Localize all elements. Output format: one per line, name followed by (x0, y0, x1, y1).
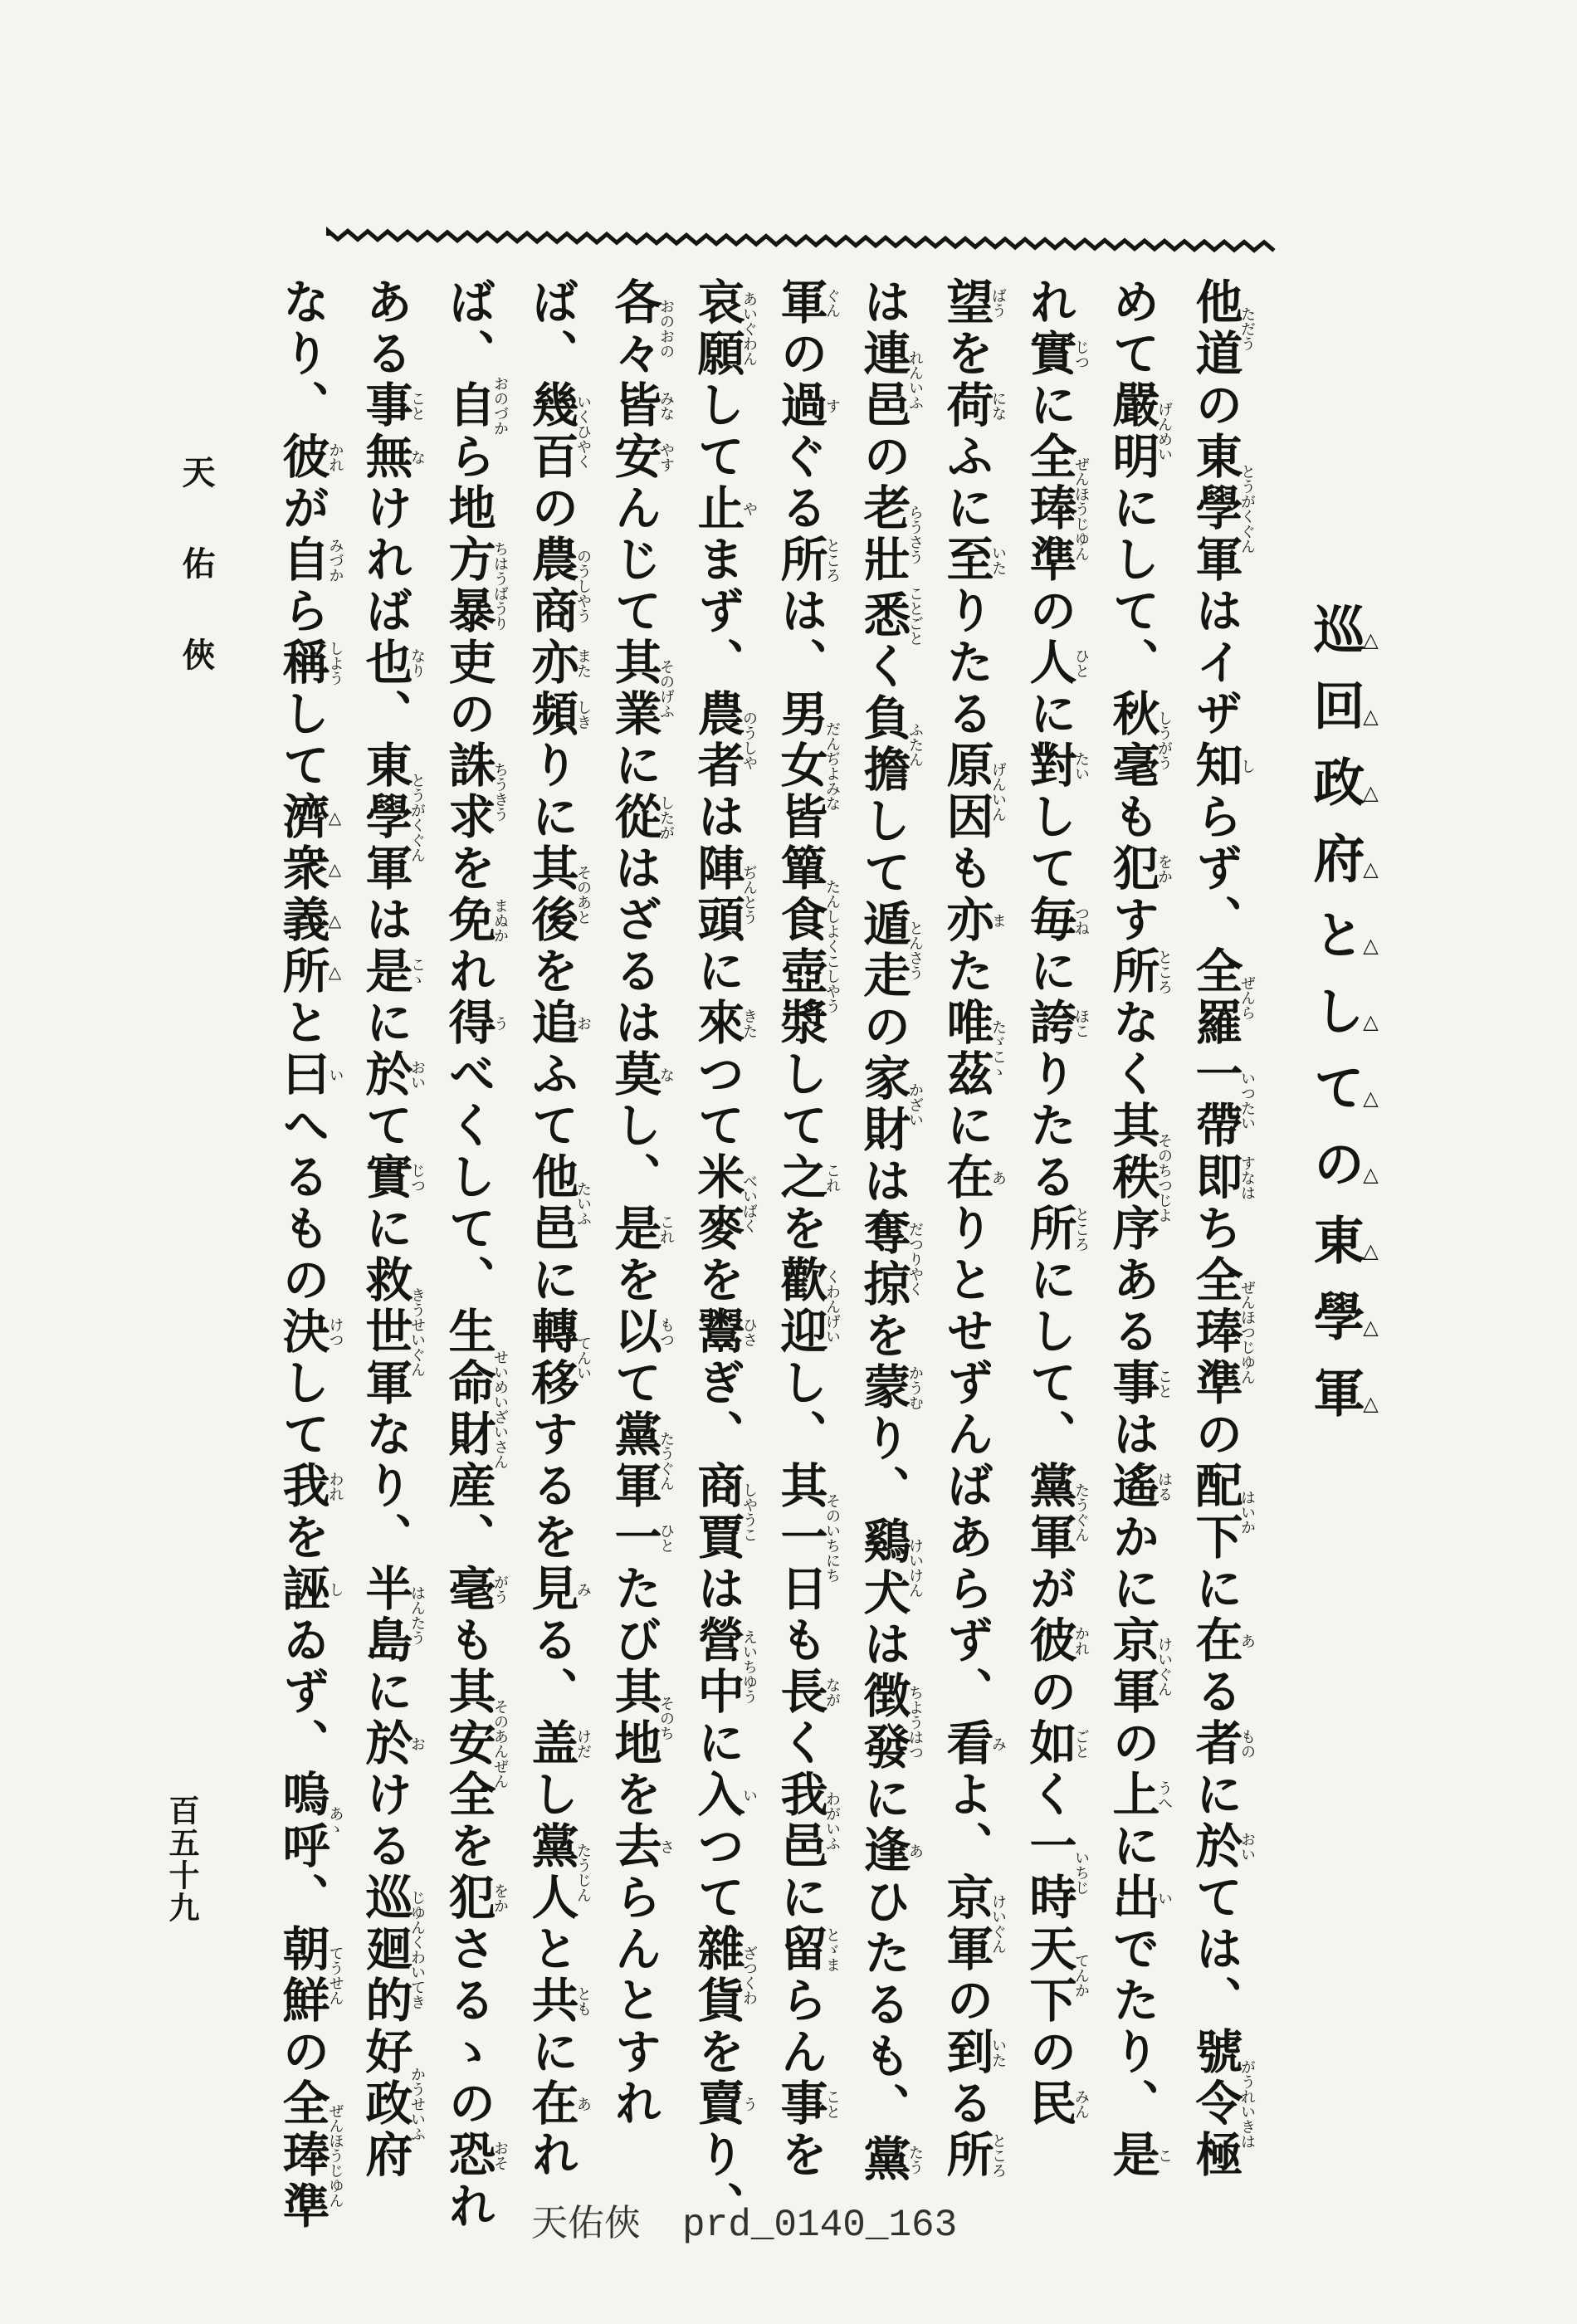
chapter-title: 巡△回△政△府△と△し△て△の△東△學△軍△ (1305, 603, 1383, 1443)
text-column-3: れ實じつに全琫準ぜんほうじゆんの人ひとに對たいして毎つねに誇ほこりたる所ところにして、黨軍たうぐんが彼かれの如ごとく一時いちじ天下てんかの民みん (1022, 277, 1090, 2130)
footer-book-title: 天佑俠 (531, 2202, 641, 2244)
text-column-9: ば、幾百いくひやくの農商のうしやう亦また頻しきりに其後そのあとを追おふて他邑たいふに轉移てんいするを見みる、盖けだし黨人たうじんと共ともに在あれ (524, 277, 592, 2181)
page-number: 百五十九 (164, 1794, 200, 1924)
text-column-10: ば、自おのづから地方暴吏ちはうばうりの誅求ちうきうを免まぬかれ得うべくして、生命財産せいめいざいさん、毫がうも其安全そのあんぜんを犯をかさるゝの恐おそれ (441, 277, 509, 2233)
text-column-7: 哀願あいぐわんして止やまず、農者のうしやは陣頭ぢんとうに來きたつて米麥べいばくを鬻ひさぎ、商賈しやうこは營中えいちゆうに入いつて雜貨ざつくわを賣うり、 (690, 277, 758, 2233)
text-column-5: は連邑れんいふの老壯らうさう悉ことごとく負擔ふたんして遁走とんさうの家財かざいは奪掠だつりやくを蒙かうむり、鷄犬けいけんは徴發ちようはつに逢あひたるも、黨たう (856, 277, 924, 2185)
text-column-6: 軍ぐんの過すぐる所ところは、男女皆だんぢよみな簞食壺漿たんしよくこしやうして之これを歡迎くわんげいし、其一日そのいちにちも長ながく我邑わがいふに留とゞまらん事ことを (773, 277, 841, 2181)
footer-scan-id: prd_0140_163 (682, 2204, 958, 2247)
text-column-8: 各々おのおの皆みな安やすんじて其業そのげふに從したがはざるは莫なし、是これを以もつて黨軍たうぐん一ひとたび其地そのちを去さらんとすれ (607, 277, 675, 2130)
body-text (222, 277, 1257, 2269)
margin-book-title: 天佑俠 (177, 455, 216, 729)
text-column-1: 他道ただうの東學軍とうがくぐんはイザ知しらず、全羅ぜんら一帶いつたい即すなはち全琫準ぜんほつじゆんの配下はいかに在ある者ものに於おいては、號令極がうれいきは (1188, 277, 1256, 2181)
text-column-2: めて嚴明げんめいにして、秋毫しうがうも犯をかす所ところなく其秩序そのちつじよある事ことは遙はるかに京軍けいぐんの上うへに出いでたり、是こ (1105, 277, 1173, 2181)
text-column-12: なり、彼かれが自みづから稱しようして濟△衆△義△所△と曰いへるもの決けつして我われを誣しゐず、嗚呼あゝ、朝鮮てうせんの全琫準ぜんほうじゆん (275, 277, 345, 2233)
text-column-4: 望ばうを荷になふに至いたりたる原因げんいんも亦また唯茲たゞこゝに在ありとせずんばあらず、看みよ、京軍けいぐんの到いたる所ところ (939, 277, 1007, 2181)
footer-caption (531, 2193, 957, 2247)
text-column-11: ある事こと無なければ也なり、東學軍とうがくぐんは是こゝに於おいて實じつに救世軍きうせいぐんなり、半島はんたうに於おける巡廻的じゆんくわいてき好政府かうせいふ (358, 277, 426, 2181)
wavy-divider-rule (326, 224, 1289, 261)
